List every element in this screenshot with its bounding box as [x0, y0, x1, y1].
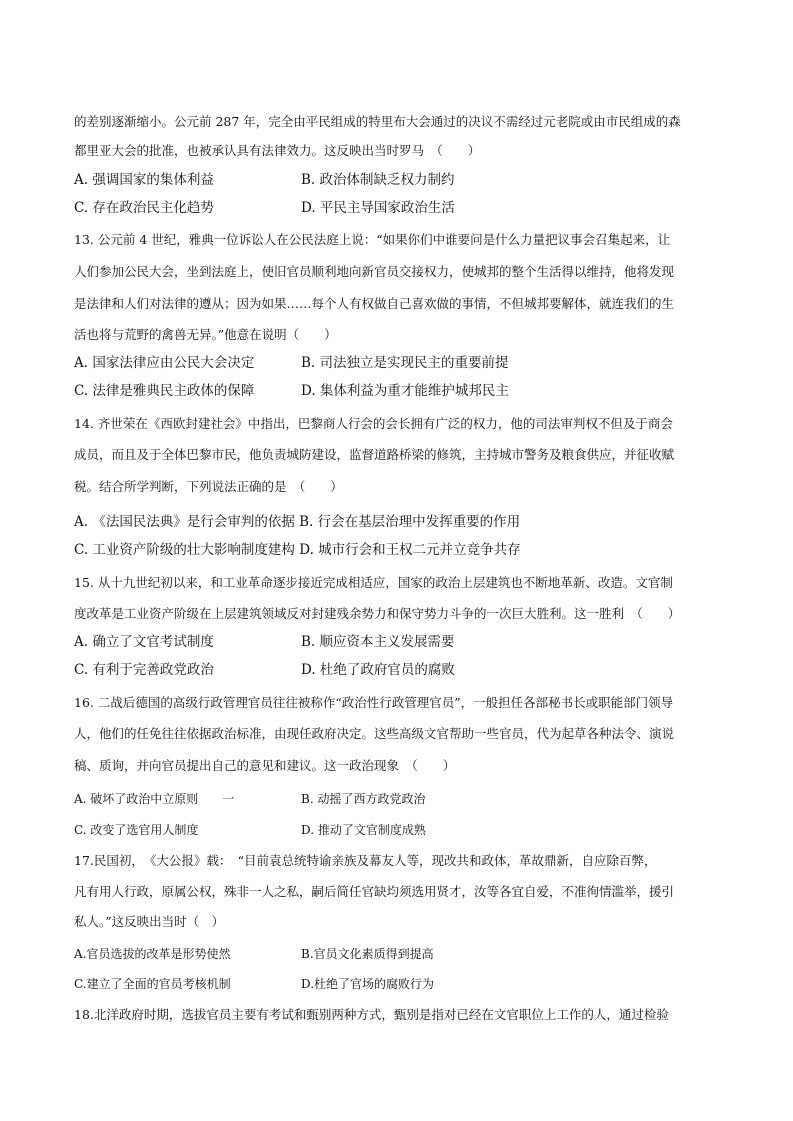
q15-option-d[interactable]: D. 杜绝了政府官员的腐败: [301, 662, 455, 678]
q13-option-d[interactable]: D. 集体利益为重才能维护城邦民主: [301, 383, 509, 399]
q17-option-d[interactable]: D.杜绝了官场的腐败行为: [301, 977, 435, 991]
q16-option-d[interactable]: D. 推动了文官制度成熟: [301, 823, 426, 837]
q15-option-a[interactable]: A. 确立了文官考试制度: [74, 634, 214, 650]
q17-option-b[interactable]: B.官员文化素质得到提高: [301, 947, 434, 961]
q16-line-2: 人，他们的任免往往依据政治标准，由现任政府决定。这些高级文官帮助一些官员，代为起草各种法令、演说: [74, 726, 675, 741]
q16-line-3: 稿、质询，并向官员提出自己的意见和建议。这一政治现象 （ ）: [74, 758, 456, 773]
q16-line-1: 16. 二战后德国的高级行政管理官员往往被称作“政治性行政管理官员”，一般担任各部秘书长或职能部门领导: [74, 695, 674, 710]
q13-option-b[interactable]: B. 司法独立是实现民主的重要前提: [301, 355, 509, 371]
q15-option-c[interactable]: C. 有利于完善政党政治: [74, 662, 214, 678]
q12-option-b[interactable]: B. 政治体制缺乏权力制约: [301, 172, 455, 188]
q12-option-d[interactable]: D. 平民主导国家政治生活: [301, 200, 455, 216]
q14-options-ab[interactable]: A. 《法国民法典》是行会审判的依据 B. 行会在基层治理中发挥重要的作用: [74, 514, 521, 530]
q12-option-c[interactable]: C. 存在政治民主化趋势: [74, 200, 214, 216]
q16-option-a[interactable]: A. 破坏了政治中立原则 一: [74, 792, 235, 806]
q13-line-1: 13. 公元前 4 世纪，雅典一位诉讼人在公民法庭上说：“如果你们中谁要问是什么力量把议事会召集起来，让: [74, 232, 671, 247]
q13-line-4: 活也将与荒野的禽兽无异。”他意在说明（ ）: [74, 327, 337, 342]
q17-option-a[interactable]: A.官员选拔的改革是形势使然: [74, 947, 231, 961]
q18-line-1: 18.北洋政府时期，选拔官员主要有考试和甄别两种方式，甄别是指对已经在文官职位上工作的人，通过检验: [74, 1007, 669, 1022]
q14-line-3: 税。结合所学判断，下列说法正确的是 （ ）: [74, 479, 343, 494]
q14-line-1: 14. 齐世荣在《西欧封建社会》中指出，巴黎商人行会的会长拥有广泛的权力，他的司法审判权不但及于商会: [74, 416, 673, 431]
q17-line-3: 私人。”这反映出当时（ ）: [74, 914, 225, 929]
q13-option-a[interactable]: A. 国家法律应由公民大会决定: [74, 355, 255, 371]
q15-line-1: 15. 从十九世纪初以来，和工业革命逐步接近完成相适应，国家的政治上层建筑也不断地革新、改造。文官制: [74, 575, 673, 590]
q15-option-b[interactable]: B. 顺应资本主义发展需要: [301, 634, 455, 650]
q17-option-c[interactable]: C.建立了全面的官员考核机制: [74, 977, 231, 991]
q12-line-2: 都里亚大会的批准，也被承认具有法律效力。这反映出当时罗马 （ ）: [74, 143, 481, 158]
q17-line-2: 凡有用人行政，原属公权，殊非一人之私，嗣后简任官缺均须选用贤才，汝等各宜自爱，不准徇情滥举，援引: [74, 884, 675, 899]
q14-line-2: 成员，而且及于全体巴黎市民，他负责城防建设，监督道路桥梁的修筑，主持城市警务及粮食供应，并征收赋: [74, 447, 675, 462]
q16-option-b[interactable]: B. 动摇了西方政党政治: [301, 792, 426, 806]
q12-option-a[interactable]: A. 强调国家的集体利益: [74, 172, 214, 188]
q15-line-2: 度改革是工业资产阶级在上层建筑领域反对封建残余势力和保守势力斗争的一次巨大胜利。这一胜利 （ ）: [74, 606, 681, 621]
q16-option-c[interactable]: C. 改变了选官用人制度: [74, 823, 199, 837]
q13-line-3: 是法律和人们对法律的遵从；因为如果……每个人有权做自己喜欢做的事情，不但城邦要解体，就连我们的生: [74, 296, 675, 311]
q13-option-c[interactable]: C. 法律是雅典民主政体的保障: [74, 383, 255, 399]
q12-line-1: 的差别逐渐缩小。公元前 287 年，完全由平民组成的特里布大会通过的决议不需经过元老院或由市民组成的森: [74, 114, 681, 129]
q17-line-1: 17.民国初， 《大公报》载： “目前袁总统特谕亲族及幕友人等，现改共和政体，革故鼎新，自应除百弊，: [74, 853, 657, 868]
q14-options-cd[interactable]: C. 工业资产阶级的壮大影响制度建构 D. 城市行会和王权二元并立竞争共存: [74, 542, 521, 558]
q13-line-2: 人们参加公民大会，坐到法庭上，使旧官员顺利地向新官员交接权力，使城邦的整个生活得以维持，他将发现: [74, 264, 675, 279]
